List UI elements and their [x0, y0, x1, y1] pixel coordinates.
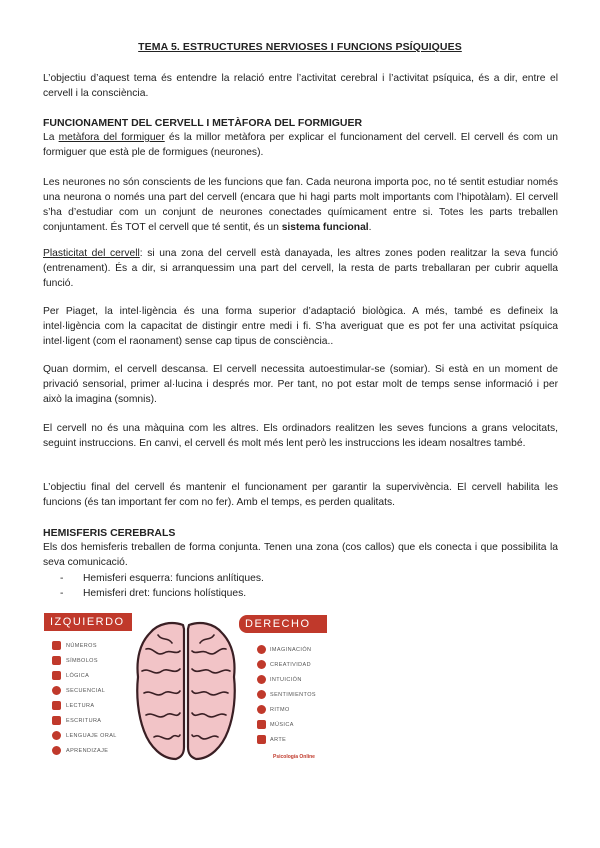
paragraph-piaget: Per Piaget, la intel·ligència és una forma superior d’adaptació biològica. A més, també es defineix la intel·ligència com la capacitat de distingir entre medi i fi. S’ha averiguat que es pot fer una activitat psíquica intel·ligent (com el raonament) sense cap tipus de consciència..	[43, 306, 558, 347]
left-item: SECUENCIAL	[66, 688, 106, 694]
heart-icon	[257, 690, 266, 699]
brain-hemispheres-figure	[44, 613, 328, 763]
left-item: NÚMEROS	[66, 643, 97, 649]
text-fragment: : si una zona del cervell està danayada, les altres zones poden realitzar la seva funció (entrenament). És a dir, si arranquessim una part del cervell, la resta de parts treballaran per cubrir aquella funció.	[43, 248, 559, 289]
list-item: - Hemisferi dret: funcions holístiques.	[60, 586, 264, 601]
paragraph-plasticitat	[43, 246, 558, 291]
intro-paragraph: L’objectiu d’aquest tema és entendre la relació entre l’activitat cerebral i l’activitat psíquica, és a dir, entre el cervell i la consciència.	[43, 73, 558, 99]
paragraph-hemisferis: Els dos hemisferis treballen de forma conjunta. Tenen una zona (cos callos) que els conecta i que possibilita la seva comunicació.	[43, 542, 558, 568]
hemisferis-list	[60, 571, 264, 601]
music-note-icon	[257, 720, 266, 729]
brain-illustration	[132, 619, 240, 763]
right-hemisphere-shape	[188, 623, 235, 759]
right-item: IMAGINACIÓN	[270, 647, 312, 653]
right-hemisphere-banner: DERECHO	[239, 615, 327, 633]
left-item: SÍMBOLOS	[66, 658, 98, 664]
imagination-icon	[257, 645, 266, 654]
check-icon	[52, 656, 61, 665]
text-fragment: Les neurones no són conscients de les funcions que fan. Cada neurona importa poc, no té sentit estudiar només una neurona o només una part del cervell (encara que hi hagi parts molt importants com l’hipotàlam). El cervell s’ha d’estudiar com un conjunt de neurones conectades químicament entre si. Totes les parts treballen conjuntament. És TOT el cervell que té sentit, és un	[43, 177, 558, 233]
paragraph-neurones	[43, 175, 558, 235]
left-item: LENGUAJE ORAL	[66, 733, 117, 739]
right-item: ARTE	[270, 737, 287, 743]
right-item: MÚSICA	[270, 722, 294, 728]
page-title: TEMA 5. ESTRUCTURES NERVIOSES I FUNCIONS PSÍQUIQUES	[138, 41, 462, 53]
figure-credit: Psicología Online	[273, 754, 315, 760]
text-fragment: La	[43, 132, 59, 143]
sequence-icon	[52, 686, 61, 695]
sistema-funcional-term: sistema funcional	[281, 222, 369, 233]
plasticitat-term: Plasticitat del cervell	[43, 248, 140, 259]
logic-icon	[52, 671, 61, 680]
left-hemisphere-banner: IZQUIERDO	[44, 613, 132, 631]
paragraph-dormir: Quan dormim, el cervell descansa. El cervell necessita autoestimular-se (somiar). Si està en un moment de privació sensorial, primer al·lucina i després mor. Per tant, no pot estar molt de temps sense informació i per això la imagina (somnis).	[43, 364, 558, 405]
section-heading-funcionament: FUNCIONAMENT DEL CERVELL I METÀFORA DEL FORMIGUER	[43, 117, 363, 129]
creativity-icon	[257, 660, 266, 669]
left-item: APRENDIZAJE	[66, 748, 109, 754]
paintbrush-icon	[257, 735, 266, 744]
section-heading-hemisferis: HEMISFERIS CEREBRALS	[43, 527, 176, 539]
metafora-term: metàfora del formiguer	[58, 132, 165, 143]
right-item: SENTIMIENTOS	[270, 692, 316, 698]
list-item: - Hemisferi esquerra: funcions anlítiques.	[60, 571, 264, 586]
right-item: INTUICIÓN	[270, 677, 302, 683]
right-item: CREATIVIDAD	[270, 662, 311, 668]
left-item: ESCRITURA	[66, 718, 102, 724]
speech-icon	[52, 731, 61, 740]
numbers-icon	[52, 641, 61, 650]
paragraph-maquina: El cervell no és una màquina com les altres. Els ordinadors realitzen les seves funcions a grans velocitats, seguint instruccions. En canvi, el cervell és molt més lent però les instruccions les ideam nosaltres també.	[43, 423, 558, 449]
rhythm-icon	[257, 705, 266, 714]
paragraph-objectiu: L’objectiu final del cervell és mantenir el funcionament per garantir la supervivència. El cervell habilita les funcions (és tan important fer com no fer). Amb el temps, es perden qualitats.	[43, 482, 558, 508]
head-icon	[52, 746, 61, 755]
left-item: LECTURA	[66, 703, 95, 709]
intuition-icon	[257, 675, 266, 684]
text-fragment: .	[368, 222, 372, 233]
left-hemisphere-shape	[137, 623, 184, 759]
right-item: RITMO	[270, 707, 290, 713]
pencil-icon	[52, 716, 61, 725]
book-icon	[52, 701, 61, 710]
text-fragment: és la millor metàfora per explicar el funcionament del cervell. El cervell és com un formiguer que està ple de formigues (neurones).	[43, 132, 558, 158]
left-item: LÓGICA	[66, 673, 90, 679]
paragraph-metafora	[43, 130, 558, 160]
